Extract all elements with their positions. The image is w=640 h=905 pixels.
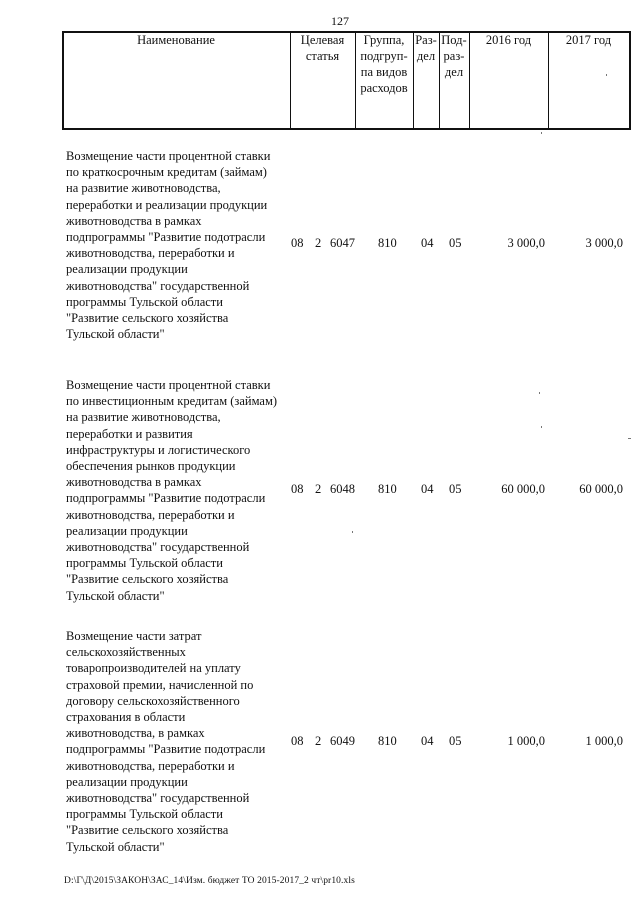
row-name-line: программы Тульской области	[66, 294, 223, 309]
header-target-article-line: статья	[305, 49, 340, 63]
code-direction: 6047	[330, 236, 355, 250]
row-name-line: животноводства в рамках	[66, 213, 202, 228]
header-group-line: подгруп-	[360, 49, 408, 63]
row-name-line: Возмещение части процентной ставки	[66, 149, 271, 163]
group-code: 810	[378, 236, 397, 250]
code-program: 08	[291, 734, 304, 748]
row-name-line: договору сельскохозяйственного	[66, 693, 240, 708]
row-name-line: Возмещение части процентной ставки	[66, 378, 271, 392]
row-name-line: программы Тульской области	[66, 807, 223, 822]
row-name-line: Тульской области"	[66, 839, 165, 854]
row-name	[66, 628, 301, 855]
row-name-line: переработки и развития	[66, 426, 193, 441]
section-code: 04	[421, 482, 434, 496]
amount-2017: 3 000,0	[585, 236, 623, 250]
header-group-line: Группа,	[363, 33, 405, 47]
row-name-line: реализации продукции	[66, 774, 188, 789]
row-name-line: на развитие животноводства,	[66, 181, 221, 196]
header-section	[413, 32, 439, 64]
row-name-line: "Развитие сельского хозяйства	[66, 823, 229, 838]
header-subsection	[439, 32, 469, 80]
row-name-line: товаропроизводителей на уплату	[66, 661, 241, 676]
page-number: 127	[331, 14, 349, 28]
code-direction: 6048	[330, 482, 355, 496]
row-name-line: животноводства" государственной	[66, 540, 250, 555]
header-subsection-line: дел	[444, 65, 464, 79]
scan-speck	[352, 531, 353, 533]
header-subsection-line: Под-	[441, 33, 467, 47]
header-group	[355, 32, 413, 96]
row-name-line: переработки и реализации продукции	[66, 197, 268, 212]
group-code: 810	[378, 482, 397, 496]
subsection-code: 05	[449, 236, 462, 250]
code-subprogram: 2	[315, 482, 322, 496]
row-name-line: животноводства, переработки и	[66, 507, 235, 522]
row-name-line: подпрограммы "Развитие подотрасли	[66, 742, 266, 757]
header-target-article	[290, 32, 355, 64]
scan-speck	[539, 392, 540, 394]
row-name-line: "Развитие сельского хозяйства	[66, 311, 229, 326]
row-name-line: подпрограммы "Развитие подотрасли	[66, 491, 266, 506]
row-name-line: животноводства в рамках	[66, 475, 202, 490]
section-code: 04	[421, 236, 434, 250]
subsection-code: 05	[449, 734, 462, 748]
row-name-line: Возмещение части затрат	[66, 629, 202, 643]
row-name-line: инфраструктуры и логистического	[66, 442, 251, 457]
row-name-line: животноводства, в рамках	[66, 726, 205, 741]
header-name: Наименование	[137, 33, 215, 47]
amount-2016: 60 000,0	[501, 482, 545, 496]
scan-speck	[541, 132, 542, 134]
row-name-line: подпрограммы "Развитие подотрасли	[66, 230, 266, 245]
row-name-line: животноводства" государственной	[66, 278, 250, 293]
row-name-line: страховой премии, начисленной по	[66, 677, 254, 692]
code-program: 08	[291, 482, 304, 496]
row-name-line: животноводства, переработки и	[66, 246, 235, 261]
header-year-2017: 2017 год	[565, 33, 612, 47]
header-subsection-line: раз-	[443, 49, 465, 63]
row-name-line: реализации продукции	[66, 523, 188, 538]
header-target-article-line: Целевая	[300, 33, 345, 47]
amount-2017: 1 000,0	[585, 734, 623, 748]
row-name-line: Тульской области"	[66, 327, 165, 342]
row-name-line: Тульской области"	[66, 588, 165, 603]
row-name-line: на развитие животноводства,	[66, 410, 221, 425]
scan-speck	[541, 426, 542, 428]
row-name-line: по краткосрочным кредитам (займам)	[66, 165, 267, 180]
scan-speck	[606, 74, 607, 76]
header-group-line: па видов	[360, 65, 408, 79]
row-name-line: по инвестиционным кредитам (займам)	[66, 394, 278, 409]
row-name-line: "Развитие сельского хозяйства	[66, 572, 229, 587]
amount-2017: 60 000,0	[579, 482, 623, 496]
row-name	[66, 377, 301, 604]
row-name-line: программы Тульской области	[66, 556, 223, 571]
header-section-line: дел	[416, 49, 436, 63]
code-subprogram: 2	[315, 236, 322, 250]
row-name-line: реализации продукции	[66, 262, 188, 277]
file-path-footer: D:\Г\Д\2015\ЗАКОН\ЗАС_14\Изм. бюджет ТО 2015-2017_2 чт\pr10.xls	[64, 876, 355, 886]
header-year-2016: 2016 год	[485, 33, 532, 47]
scan-speck	[628, 438, 631, 439]
amount-2016: 3 000,0	[507, 236, 545, 250]
row-name-line: обеспечения рынков продукции	[66, 459, 236, 474]
code-direction: 6049	[330, 734, 355, 748]
row-name-line: животноводства, переработки и	[66, 758, 235, 773]
row-name-line: сельскохозяйственных	[66, 645, 186, 660]
code-program: 08	[291, 236, 304, 250]
subsection-code: 05	[449, 482, 462, 496]
header-section-line: Раз-	[415, 33, 437, 47]
row-name-line: животноводства" государственной	[66, 791, 250, 806]
row-name-line: страхования в области	[66, 710, 186, 725]
code-subprogram: 2	[315, 734, 322, 748]
row-name	[66, 148, 301, 342]
amount-2016: 1 000,0	[507, 734, 545, 748]
section-code: 04	[421, 734, 434, 748]
header-group-line: расходов	[360, 81, 408, 95]
group-code: 810	[378, 734, 397, 748]
